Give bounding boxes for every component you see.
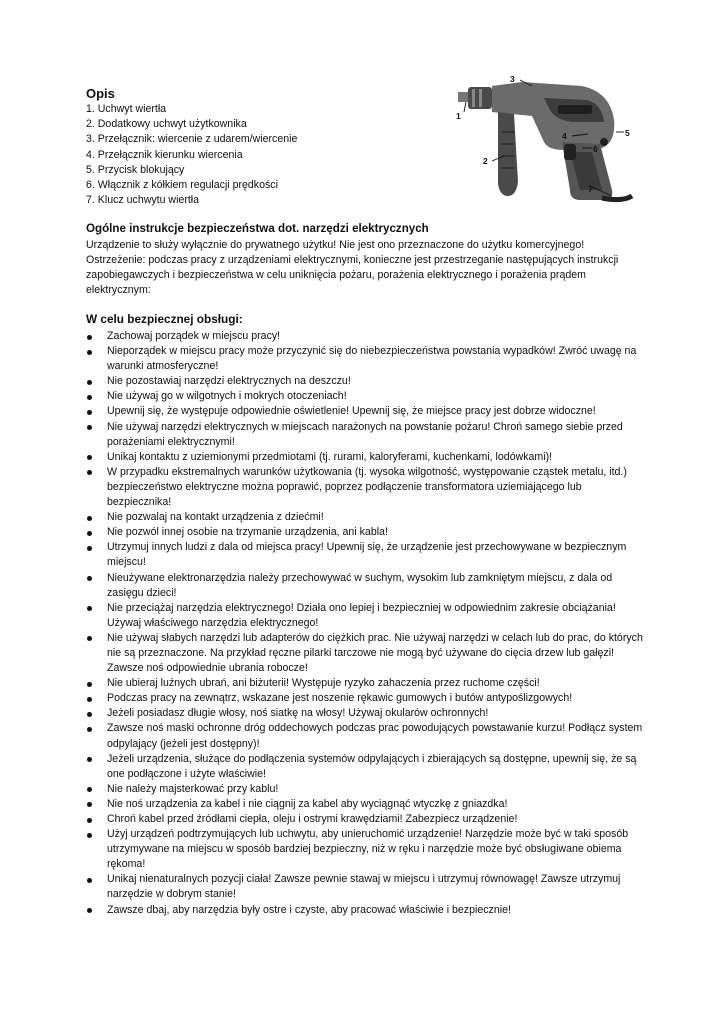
parts-list-item: 1. Uchwyt wiertła xyxy=(86,103,167,115)
callout-7: 7 xyxy=(588,184,593,194)
safe-use-item: Nie używaj narzędzi elektrycznych w miejscach narażonych na powstanie pożaru! Chroń samego siebie przed porażeniami elektrycznymi! xyxy=(86,420,646,450)
safe-use-item: Nieużywane elektronarzędzia należy przechowywać w suchym, wysokim lub zamkniętym miejscu, z dala od zasięgu dzieci! xyxy=(86,571,646,601)
parts-list-item: 2. Dodatkowy uchwyt użytkownika xyxy=(86,118,247,131)
safe-use-item: Zachowaj porządek w miejscu pracy! xyxy=(86,329,646,344)
drill-illustration xyxy=(452,72,652,210)
safe-use-item: Nie ubieraj luźnych ubrań, ani biżuterii! Występuje ryzyko zahaczenia przez ruchome części! xyxy=(86,676,646,691)
callout-2: 2 xyxy=(483,156,488,166)
parts-list-item: 7. Klucz uchwytu wiertła xyxy=(86,194,200,207)
safe-use-item: Nieporządek w miejscu pracy może przyczynić się do niebezpieczeństwa powstania wypadków! Zwróć uwagę na warunki atmosferyczne! xyxy=(86,344,646,374)
trigger-switch xyxy=(564,144,576,160)
safety-paragraph: Urządzenie to służy wyłącznie do prywatnego użytku! Nie jest ono przeznaczone do użytku komercyjnego! xyxy=(86,239,585,251)
safe-use-list xyxy=(86,329,646,918)
description-heading: Opis xyxy=(86,86,115,101)
safe-use-item: Nie należy majsterkować przy kablu! xyxy=(86,782,646,797)
callout-6: 6 xyxy=(593,144,598,154)
safe-use-item: Użyj urządzeń podtrzymujących lub uchwytu, aby unieruchomić urządzenie! Narzędzie może być w taki sposób utrzymywane na miejscu w sposób bardziej bezpieczny, niż w ręku i narzędzie może być obsługiwane obiema rękoma! xyxy=(86,827,646,872)
safe-use-item: W przypadku ekstremalnych warunków użytkowania (tj. wysoka wilgotność, występowanie cząstek metalu, itd.) bezpieczeństwo elektryczne można poprawić, poprzez podłączenie transformatora uziemiającego lub bezpiecznika! xyxy=(86,465,646,510)
safe-use-item: Nie używaj słabych narzędzi lub adapterów do ciężkich prac. Nie używaj narzędzi w celach lub do prac, do których nie są przeznaczone. Na przykład ręczne pilarki tarczowe nie mogą być używane do cięcia drzew lub gałęzi! Zawsze noś odpowiednie ubrania robocze! xyxy=(86,631,646,676)
parts-list-item: 5. Przycisk blokujący xyxy=(86,163,185,176)
safe-use-item: Nie używaj go w wilgotnych i mokrych otoczeniach! xyxy=(86,389,646,404)
safe-use-item: Zawsze noś maski ochronne dróg oddechowych podczas prac powodujących powstawanie kurzu! Podłącz system odpylający (jeżeli jest dostępny)! xyxy=(86,721,646,751)
safe-use-item: Utrzymuj innych ludzi z dala od miejsca pracy! Upewnij się, że urządzenie jest przechowywane w bezpiecznym miejscu! xyxy=(86,540,646,570)
safety-heading: Ogólne instrukcje bezpieczeństwa dot. narzędzi elektrycznych xyxy=(86,222,429,235)
parts-list-item: 4. Przełącznik kierunku wiercenia xyxy=(86,148,243,161)
safe-use-item: Nie pozostawiaj narzędzi elektrycznych na deszczu! xyxy=(86,374,646,389)
callout-4: 4 xyxy=(562,131,567,141)
safe-use-heading: W celu bezpiecznej obsługi: xyxy=(86,312,243,326)
parts-list-item: 6. Włącznik z kółkiem regulacji prędkości xyxy=(86,179,278,192)
safe-use-item: Unikaj kontaktu z uziemionymi przedmiotami (tj. rurami, kaloryferami, kuchenkami, lodówkami)! xyxy=(86,450,646,465)
safe-use-item: Jeżeli posiadasz długie włosy, noś siatkę na włosy! Używaj okularów ochronnych! xyxy=(86,706,646,721)
power-cable xyxy=(602,196,632,200)
side-handle xyxy=(498,112,518,196)
safe-use-item: Nie noś urządzenia za kabel i nie ciągnij za kabel aby wyciągnąć wtyczkę z gniazdka! xyxy=(86,797,646,812)
callout-5: 5 xyxy=(625,128,630,138)
safe-use-item: Zawsze dbaj, aby narzędzia były ostre i czyste, aby pracować właściwie i bezpiecznie! xyxy=(86,903,646,918)
safe-use-item: Nie przeciążaj narzędzia elektrycznego! Działa ono lepiej i bezpieczniej w odpowiednim zakresie obciążania! Używaj właściwego narzędzia elektrycznego! xyxy=(86,601,646,631)
safe-use-item: Jeżeli urządzenia, służące do podłączenia systemów odpylających i zbierających są dostępne, upewnij się, że są one podłączone i użyte właściwie! xyxy=(86,752,646,782)
callout-1: 1 xyxy=(456,111,461,121)
safe-use-item: Upewnij się, że występuje odpowiednie oświetlenie! Upewnij się, że miejsce pracy jest dobrze widoczne! xyxy=(86,404,646,419)
parts-list-item: 3. Przełącznik: wiercenie z udarem/wiercenie xyxy=(86,133,298,146)
safe-use-item: Nie pozwalaj na kontakt urządzenia z dziećmi! xyxy=(86,510,646,525)
lock-button xyxy=(600,138,608,146)
safe-use-item: Chroń kabel przed źródłami ciepła, oleju i ostrymi krawędziami! Zabezpiecz urządzenie! xyxy=(86,812,646,827)
callout-3: 3 xyxy=(510,74,515,84)
safety-intro xyxy=(86,238,646,298)
safe-use-item: Unikaj nienaturalnych pozycji ciała! Zawsze pewnie stawaj w miejscu i utrzymuj równowagę! Zawsze utrzymuj narzędzie w dobrym stanie! xyxy=(86,872,646,902)
safe-use-item: Podczas pracy na zewnątrz, wskazane jest noszenie rękawic gumowych i butów antypoślizgowych! xyxy=(86,691,646,706)
safe-use-item: Nie pozwól innej osobie na trzymanie urządzenia, ani kabla! xyxy=(86,525,646,540)
parts-list xyxy=(86,102,297,208)
safety-paragraph: Ostrzeżenie: podczas pracy z urządzeniami elektrycznymi, konieczne jest przestrzeganie następujących instrukcji zapobiegawczych i bezpieczeństwa w celu uniknięcia pożaru, porażenia elektrycznego i porażenia prądem elektrycznym: xyxy=(86,254,619,297)
